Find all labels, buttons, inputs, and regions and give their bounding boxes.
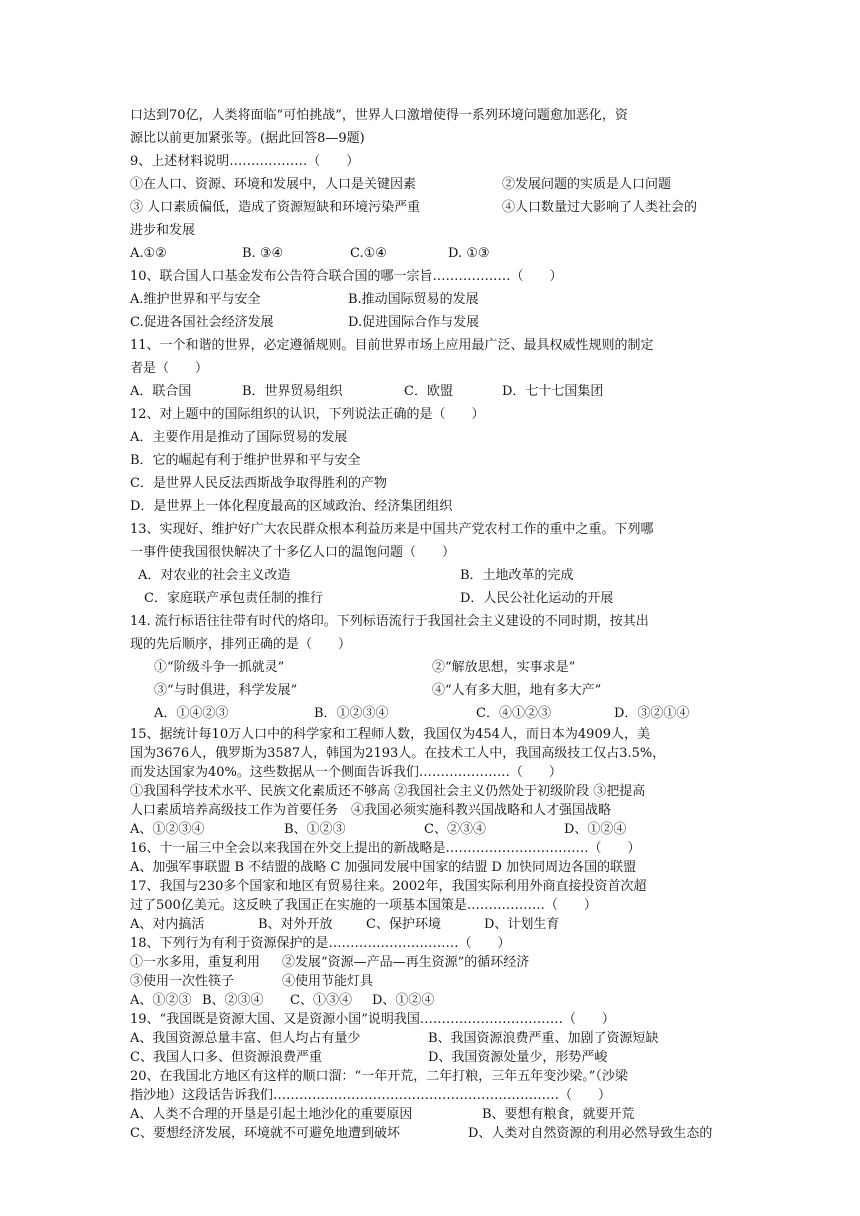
- q14-item-1: ①“阶级斗争一抓就灵”: [154, 660, 285, 675]
- q9-options-row-2: [130, 196, 734, 219]
- q17-stem-2: 过了500亿美元。这反映了我国正在实施的一项基本国策是………………（ ）: [130, 898, 597, 913]
- q18-choice-d: D、①②④: [372, 993, 435, 1008]
- q18-choice-c: C、①③④: [290, 993, 352, 1008]
- q19-choice-a: A、我国资源总量丰富、但人均占有量少: [130, 1031, 361, 1046]
- q14-item-4: ④“人有多大胆，地有多大产”: [432, 683, 602, 698]
- q9-choice-c: C.①④: [350, 246, 387, 261]
- q15-opt-line-1: ①我国科学技术水平、民族文化素质还不够高 ②我国社会主义仍然处于初级阶段 ③把提高: [130, 784, 646, 799]
- q10-choice-a: A.维护世界和平与安全: [130, 292, 261, 307]
- q17-choice-b: B、对外开放: [258, 917, 333, 932]
- q11-choice-d: D．七十七国集团: [502, 384, 604, 399]
- q12-choice-a: A．主要作用是推动了国际贸易的发展: [130, 430, 348, 445]
- q15-choice-c: C、②③④: [424, 822, 486, 837]
- q19-choice-c: C、我国人口多、但资源浪费严重: [130, 1050, 322, 1065]
- q18-choice-b: B、②③④: [202, 993, 264, 1008]
- q13-choices-row-1: [130, 564, 734, 587]
- q9-stem: 9、上述材料说明………………（ ）: [130, 154, 360, 169]
- q13-choices-row-2: [130, 587, 734, 610]
- q14-choice-d: D．③②①④: [614, 706, 690, 721]
- q13-stem-1: 13、实现好、维护好广大农民群众根本利益历来是中国共产党农村工作的重中之重。下列哪: [130, 522, 654, 537]
- q13-choice-c: C．家庭联产承包责任制的推行: [144, 591, 323, 606]
- q10-choices-row-1: [130, 288, 734, 311]
- q18-opt-2: ②发展“资源—产品—再生资源”的循环经济: [282, 955, 530, 970]
- q20-choice-b: B、要想有粮食，就要开荒: [482, 1107, 635, 1122]
- q10-choice-d: D.促进国际合作与发展: [348, 315, 480, 330]
- q18-choice-a: A、①②③: [130, 993, 192, 1008]
- q9-opt-3: ③ 人口素质偏低，造成了资源短缺和环境污染严重: [130, 200, 421, 215]
- q11-stem-1: 11、一个和谐的世界，必定遵循规则。目前世界市场上应用最广泛、最具权威性规则的制定: [130, 338, 654, 353]
- q20-stem-1: 20、在我国北方地区有这样的顺口溜：“一年开荒，二年打粮，三年五年变沙梁。”（沙梁: [130, 1069, 628, 1084]
- q9-opt-4-cont: 进步和发展: [130, 223, 196, 238]
- q9-opt-2: ②发展问题的实质是人口问题: [502, 177, 672, 192]
- q9-choices: [130, 242, 734, 265]
- intro-line-1: 口达到70亿，人类将面临“可怕挑战”，世界人口激增使得一系列环境问题愈加恶化，资: [130, 108, 628, 123]
- q14-item-2: ②“解放思想，实事求是”: [432, 660, 576, 675]
- q20-stem-2: 指沙地）这段话告诉我们…………………………………………………………（ ）: [130, 1088, 612, 1103]
- q20-choices-row-2: [130, 1124, 734, 1143]
- q15-choices: [130, 820, 734, 839]
- q14-choice-c: C．④①②③: [476, 706, 551, 721]
- q19-stem: 19、“我国既是资源大国、又是资源小国”说明我国……………………………（ ）: [130, 1012, 615, 1027]
- q18-opts-row-2: [130, 972, 734, 991]
- q10-choice-c: C.促进各国社会经济发展: [130, 315, 274, 330]
- q14-items-row-1: [130, 656, 734, 679]
- q12-choice-c: C．是世界人民反法西斯战争取得胜利的产物: [130, 476, 387, 491]
- q20-choice-d: D、人类对自然资源的利用必然导致生态的: [468, 1126, 713, 1141]
- q11-stem-2: 者是（ ）: [130, 361, 209, 376]
- q17-choice-d: D、计划生育: [484, 917, 560, 932]
- q14-stem-1: 14. 流行标语往往带有时代的烙印。下列标语流行于我国社会主义建设的不同时期，按其出: [130, 614, 649, 629]
- q12-stem: 12、对上题中的国际组织的认识，下列说法正确的是（ ）: [130, 407, 485, 422]
- q13-choice-b: B．土地改革的完成: [460, 568, 574, 583]
- exam-page: [130, 104, 734, 1143]
- q18-choices: [130, 991, 734, 1010]
- q18-opt-3: ③使用一次性筷子: [130, 974, 235, 989]
- q18-stem: 18、下列行为有利于资源保护的是…………………………（ ）: [130, 936, 511, 951]
- q15-choice-b: B、①②③: [284, 822, 346, 837]
- q17-stem-1: 17、我国与230多个国家和地区有贸易往来。2002年，我国实际利用外商直接投资首次超: [130, 879, 647, 894]
- q14-items-row-2: [130, 679, 734, 702]
- q15-stem-2: 国为3676人，俄罗斯为3587人，韩国为2193人。在技术工人中，我国高级技工仅占3.5%，: [130, 746, 666, 761]
- q16-options: A、加强军事联盟 B 不结盟的战略 C 加强同发展中国家的结盟 D 加快同周边各国的联盟: [130, 860, 637, 875]
- q13-choice-a: A．对农业的社会主义改造: [138, 568, 291, 583]
- q20-choices-row-1: [130, 1105, 734, 1124]
- q18-opt-1: ①一水多用，重复利用: [130, 955, 261, 970]
- q17-choices: [130, 915, 734, 934]
- q14-item-3: ③“与时俱进，科学发展”: [154, 683, 298, 698]
- q19-choices-row-1: [130, 1029, 734, 1048]
- q15-choice-a: A、①②③④: [130, 822, 205, 837]
- q9-choice-b: B. ③④: [242, 246, 284, 261]
- q11-choice-c: C．欧盟: [404, 384, 453, 399]
- q11-choices: [130, 380, 734, 403]
- q13-stem-2: 一事件使我国很快解决了十多亿人口的温饱问题（ ）: [130, 545, 456, 560]
- q19-choices-row-2: [130, 1048, 734, 1067]
- q14-choice-b: B．①②③④: [314, 706, 389, 721]
- q20-choice-c: C、要想经济发展，环境就不可避免地遭到破坏: [130, 1126, 400, 1141]
- q19-choice-b: B、我国资源浪费严重、加剧了资源短缺: [428, 1031, 659, 1046]
- q10-choices-row-2: [130, 311, 734, 334]
- intro-line-2: 源比以前更加紧张等。(据此回答8—9题): [130, 131, 365, 146]
- q17-choice-c: C、保护环境: [366, 917, 441, 932]
- q15-choice-d: D、①②④: [564, 822, 627, 837]
- q16-stem: 16、十一届三中全会以来我国在外交上提出的新战略是……………………………（ ）: [130, 841, 641, 856]
- q17-choice-a: A、对内搞活: [130, 917, 205, 932]
- q9-opt-1: ①在人口、资源、环境和发展中，人口是关键因素: [130, 177, 417, 192]
- q19-choice-d: D、我国资源处量少，形势严峻: [428, 1050, 608, 1065]
- q9-options-row-1: [130, 173, 734, 196]
- q18-opt-4: ④使用节能灯具: [282, 974, 374, 989]
- q9-choice-a: A.①②: [130, 246, 167, 261]
- q14-choice-a: A．①④②③: [154, 706, 229, 721]
- q11-choice-b: B．世界贸易组织: [242, 384, 343, 399]
- q12-choice-d: D．是世界上一体化程度最高的区域政治、经济集团组织: [130, 499, 453, 514]
- q14-stem-2: 现的先后顺序，排列正确的是（ ）: [130, 637, 352, 652]
- q15-stem-1: 15、据统计每10万人口中的科学家和工程师人数，我国仅为454人，而日本为4909人，美: [130, 727, 650, 742]
- q15-opt-line-2: 人口素质培养高级技工作为首要任务 ④我国必须实施科教兴国战略和人才强国战略: [130, 803, 612, 818]
- q9-opt-4: ④人口数量过大影响了人类社会的: [502, 200, 698, 215]
- q9-choice-d: D. ①③: [448, 246, 490, 261]
- q18-opts-row-1: [130, 953, 734, 972]
- q20-choice-a: A、人类不合理的开垦是引起土地沙化的重要原因: [130, 1107, 413, 1122]
- q11-choice-a: A．联合国: [130, 384, 192, 399]
- q10-choice-b: B.推动国际贸易的发展: [348, 292, 479, 307]
- q10-stem: 10、联合国人口基金发布公告符合联合国的哪一宗旨………………（ ）: [130, 269, 563, 284]
- q13-choice-d: D．人民公社化运动的开展: [460, 591, 614, 606]
- q12-choice-b: B．它的崛起有利于维护世界和平与安全: [130, 453, 361, 468]
- q14-choices: [130, 702, 734, 725]
- q15-stem-3: 而发达国家为40%。这些数据从一个侧面告诉我们…………………（ ）: [130, 765, 562, 780]
